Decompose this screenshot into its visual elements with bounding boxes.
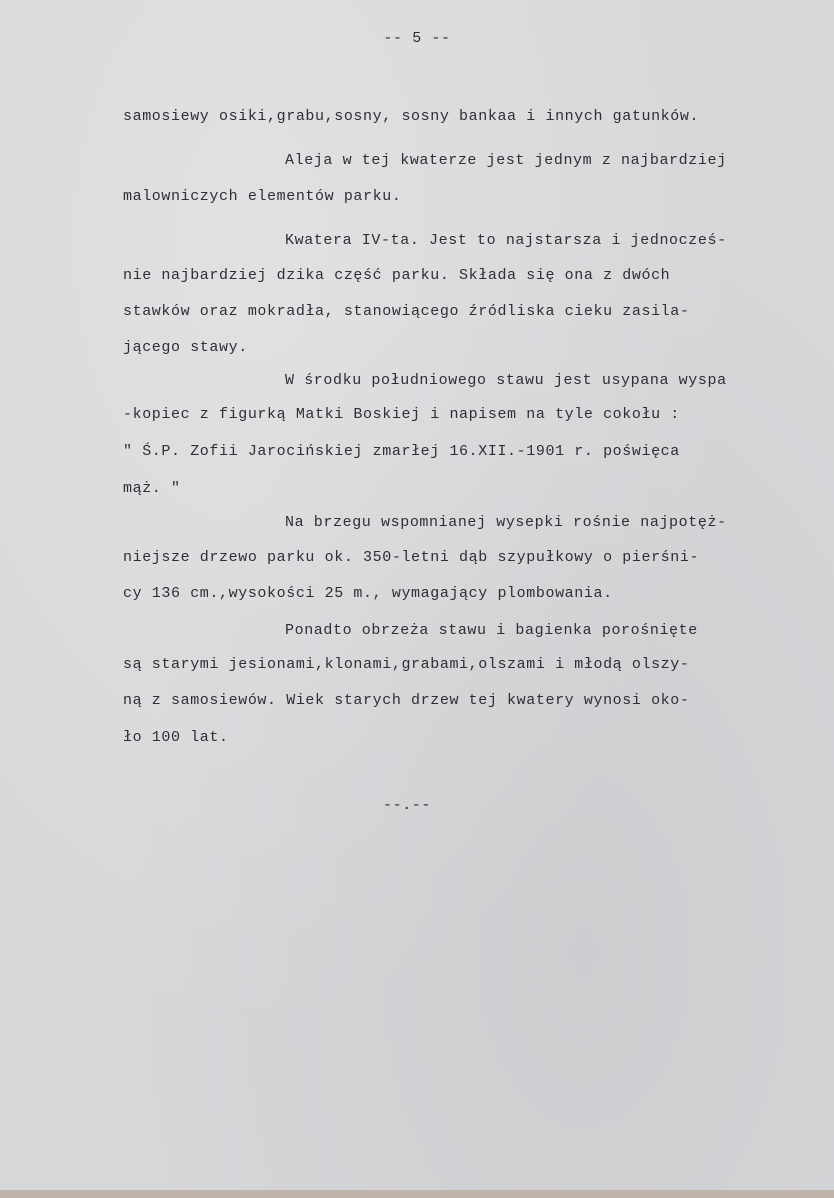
text-line-7: jącego stawy. xyxy=(123,339,248,356)
text-line-11: mąż. " xyxy=(123,480,181,497)
text-line-3: malowniczych elementów parku. xyxy=(123,188,402,205)
text-line-6: stawków oraz mokradła, stanowiącego źródliska cieku zasila- xyxy=(123,303,690,320)
text-line-4: Kwatera IV-ta. Jest to najstarsza i jednocześ- xyxy=(285,232,727,249)
page-number: -- 5 -- xyxy=(383,30,451,47)
text-line-8: W środku południowego stawu jest usypana wyspa xyxy=(285,372,727,389)
text-line-5: nie najbardziej dzika część parku. Składa się ona z dwóch xyxy=(123,267,671,284)
text-line-18: ło 100 lat. xyxy=(123,729,229,746)
text-line-2: Aleja w tej kwaterze jest jednym z najbardziej xyxy=(285,152,727,169)
text-line-17: ną z samosiewów. Wiek starych drzew tej kwatery wynosi oko- xyxy=(123,692,690,709)
text-line-16: są starymi jesionami,klonami,grabami,olszami i młodą olszy- xyxy=(123,656,690,673)
text-line-14: cy 136 cm.,wysokości 25 m., wymagający plombowania. xyxy=(123,585,613,602)
text-line-1: samosiewy osiki,grabu,sosny, sosny bankaa i innych gatunków. xyxy=(123,108,700,125)
text-line-13: niejsze drzewo parku ok. 350-letni dąb szypułkowy o pierśni- xyxy=(123,549,700,566)
text-line-10: " Ś.P. Zofii Jarocińskiej zmarłej 16.XII.-1901 r. poświęca xyxy=(123,443,680,460)
text-line-15: Ponadto obrzeża stawu i bagienka porośnięte xyxy=(285,622,698,639)
text-line-9: -kopiec z figurką Matki Boskiej i napisem na tyle cokołu : xyxy=(123,406,680,423)
end-mark: --.-- xyxy=(383,797,432,814)
text-line-12: Na brzegu wspomnianej wysepki rośnie najpotęż- xyxy=(285,514,727,531)
